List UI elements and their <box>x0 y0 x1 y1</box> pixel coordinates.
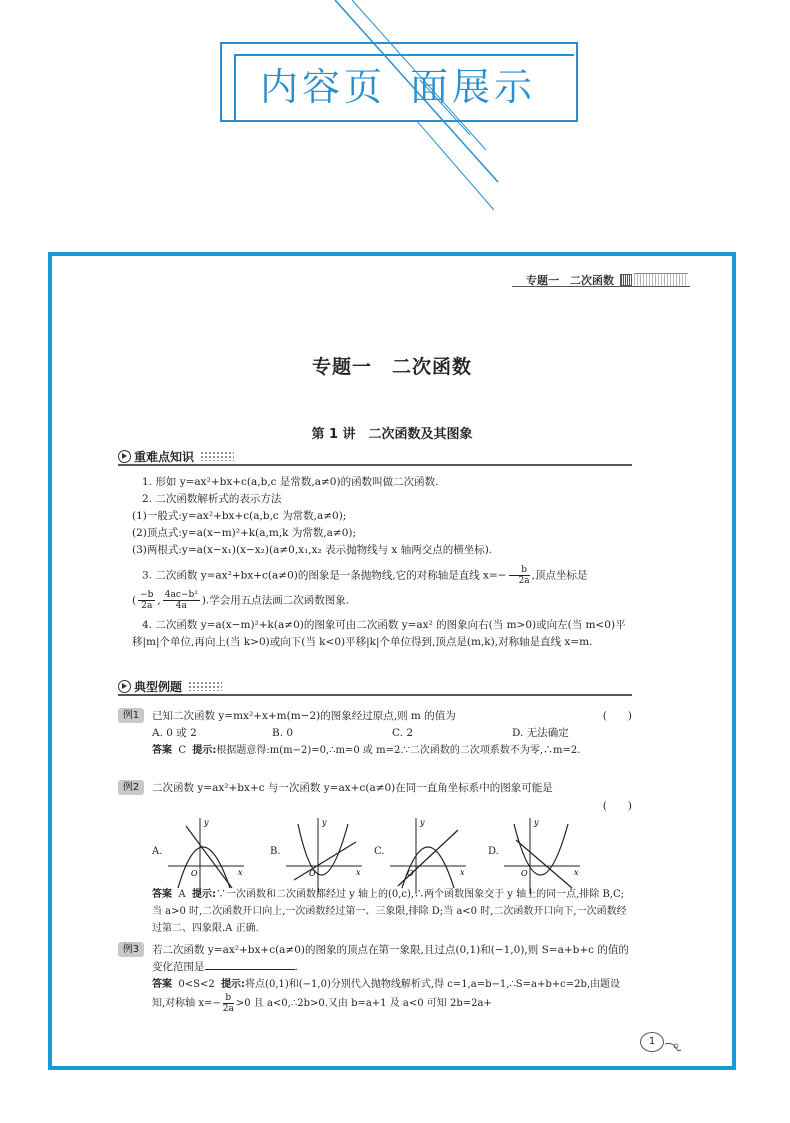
question-text: 若二次函数 y=ax²+bx+c(a≠0)的图象的顶点在第一象限,且过点(0,1)和(−1,0),则 S=a+b+c 的值的变化范围是 <box>152 944 629 973</box>
answer-value: C <box>178 745 187 756</box>
example-answer <box>152 742 632 759</box>
origin: O <box>309 869 316 878</box>
axis-x: x <box>238 868 243 877</box>
running-head-text: 专题一 二次函数 <box>526 274 614 287</box>
knowledge-text: .学会用五点法画二次函数图象. <box>205 594 350 607</box>
example-label: 例2 <box>118 780 144 795</box>
graph-a-svg <box>166 816 248 896</box>
answer-blank <box>205 959 295 970</box>
example-label: 例3 <box>118 942 144 957</box>
section-title: 重难点知识 <box>134 449 195 464</box>
example-2 <box>118 780 632 812</box>
example-1 <box>118 708 632 778</box>
dot-pattern <box>188 681 222 691</box>
chapter-title: 专题一 二次函数 <box>311 356 472 378</box>
knowledge-item: (1)一般式:y=ax²+bx+c(a,b,c 为常数,a≠0); <box>132 510 347 522</box>
hint-label: 提示: <box>191 889 216 900</box>
graph-label: C. <box>374 846 385 857</box>
running-head-rule <box>512 286 690 287</box>
fraction-den: 4a <box>175 601 187 611</box>
answer-paren: ( ) <box>602 800 632 812</box>
paren-open: ( <box>132 594 137 607</box>
axis-y: y <box>534 818 539 827</box>
section-key-knowledge <box>118 448 632 466</box>
section-title: 典型例题 <box>134 679 183 694</box>
origin: O <box>407 869 414 878</box>
knowledge-item: (2)顶点式:y=a(x−m)²+k(a,m,k 为常数,a≠0); <box>132 527 357 539</box>
example-question: 二次函数 y=ax²+bx+c 与一次函数 y=ax+c(a≠0)在同一直角坐标系中的图象可能是 <box>152 782 553 794</box>
example-question: 若二次函数 y=ax²+bx+c(a≠0)的图象的顶点在第一象限,且过点(0,1)和(−1,0),则 S=a+b+c 的值的变化范围是 . <box>152 944 629 973</box>
answer-paren: ( ) <box>602 710 632 722</box>
example-label: 例1 <box>118 708 144 723</box>
option-a: A. 0 或 2 <box>152 727 197 739</box>
hint-label: 提示: <box>192 745 217 756</box>
banner-title-left: 内容页 <box>260 65 387 109</box>
example-content <box>152 708 632 759</box>
knowledge-item: ( $\frac{-b}{2a}$ , $\frac{\text{4ac−b²}}{4a}$ ).学会用五点法画二次函数图象. <box>132 590 350 611</box>
option-graphs <box>150 816 620 896</box>
axis-x: x <box>460 868 465 877</box>
dot-pattern <box>200 451 234 461</box>
knowledge-item <box>132 565 632 586</box>
knowledge-item: (3)两根式:y=a(x−x₁)(x−x₂)(a≠0,x₁,x₂ 表示抛物线与 x 轴两交点的横坐标). <box>132 544 493 556</box>
play-arrow-icon <box>118 680 131 693</box>
running-head-square-icon <box>620 274 632 286</box>
graph-c-svg <box>388 816 470 896</box>
graph-d <box>488 816 584 896</box>
fraction <box>138 590 155 611</box>
page-number: 1 <box>640 1032 664 1052</box>
banner-title <box>260 56 536 111</box>
graph-b <box>270 816 366 896</box>
lesson-title: 第 1 讲 二次函数及其图象 <box>311 427 473 442</box>
axis-x: x <box>574 868 579 877</box>
graph-label: A. <box>152 846 163 857</box>
example-3 <box>118 942 632 1052</box>
hint-text: ∵一次函数和二次函数都经过 y 轴上的(0,c),∴两个函数图象交于 y 轴上的同一点,排除 B,C;当 a>0 时,二次函数开口向上,一次函数经过第一、三象限,排除 D;当 a<0 时,二次函数开口向下,一次函数经过第二、四象限.A 正确. <box>152 889 627 934</box>
example-options <box>152 725 632 742</box>
knowledge-item: 4. 二次函数 y=a(x−m)²+k(a≠0)的图象可由二次函数 y=ax² 的图象向右(当 m>0)或向左(当 m<0)平移|m|个单位,再向上(当 k>0)或向下(当 k<0)平移|k|个单位得到,顶点是(m,k),对称轴是直线 x=m. <box>132 619 626 648</box>
example-content <box>152 942 632 1014</box>
paren-close: ) <box>201 594 206 607</box>
fraction-den: 2a <box>141 601 153 611</box>
hint-text: 根据题意得:m(m−2)=0,∴m=0 或 m=2.∵二次函数的二次项系数不为零,∴m=2. <box>216 745 581 756</box>
example-2-answer <box>152 886 632 937</box>
fraction-num: b <box>223 993 234 1004</box>
fraction <box>223 993 234 1014</box>
knowledge-text: 3. 二次函数 y=ax²+bx+c(a≠0)的图象是一条抛物线,它的对称轴是直线 x=− <box>142 569 507 582</box>
running-head-bar <box>634 273 688 287</box>
hint-text: >0 且 a<0,∴2b>0.又由 b=a+1 及 a<0 可知 2b=2a+ <box>235 998 492 1009</box>
hint-text: 将点(0,1)和(−1,0)分别代入抛物线解析式,得 c=1,a=b−1,∴S=a+b+c=2b,由题设知,对称轴 x=− <box>152 979 621 1009</box>
axis-y: y <box>420 818 425 827</box>
answer-value: A <box>178 889 186 900</box>
play-arrow-icon <box>118 450 131 463</box>
fraction-den: 2a <box>518 576 530 586</box>
hint-label: 提示: <box>221 979 246 990</box>
example-answer <box>152 976 632 1014</box>
section-typical-examples <box>118 678 632 696</box>
knowledge-item: 1. 形如 y=ax²+bx+c(a,b,c 是常数,a≠0)的函数叫做二次函数. <box>142 476 439 488</box>
fraction <box>509 565 530 586</box>
page-frame <box>48 252 736 1070</box>
answer-label: 答案 <box>152 745 172 756</box>
banner <box>0 0 790 230</box>
fraction-num: b <box>509 565 530 576</box>
option-d: D. 无法确定 <box>512 727 569 739</box>
banner-title-box <box>220 42 578 122</box>
fraction-den: 2a <box>222 1004 234 1014</box>
axis-x: x <box>356 868 361 877</box>
option-c: C. 2 <box>392 727 414 739</box>
graph-label: D. <box>488 846 499 857</box>
origin: O <box>191 869 198 878</box>
graph-label: B. <box>270 846 281 857</box>
fraction <box>163 590 200 611</box>
fraction-num: 4ac−b² <box>164 590 198 600</box>
graph-c <box>374 816 470 896</box>
knowledge-list <box>132 474 632 651</box>
page-number-tail-icon <box>664 1040 682 1054</box>
banner-title-right: 面展示 <box>410 65 537 109</box>
fraction-num: −b <box>140 590 154 600</box>
graph-d-svg <box>502 816 584 896</box>
answer-label: 答案 <box>152 979 172 990</box>
origin: O <box>521 869 528 878</box>
answer-value: 0<S<2 <box>178 979 215 990</box>
option-b: B. 0 <box>272 727 294 739</box>
example-question: 已知二次函数 y=mx²+x+m(m−2)的图象经过原点,则 m 的值为 <box>152 710 456 722</box>
axis-y: y <box>322 818 327 827</box>
knowledge-text: ,顶点坐标是 <box>531 569 588 582</box>
knowledge-item: 2. 二次函数解析式的表示方法 <box>142 493 282 505</box>
answer-label: 答案 <box>152 889 172 900</box>
graph-b-svg <box>284 816 366 896</box>
axis-y: y <box>204 818 209 827</box>
